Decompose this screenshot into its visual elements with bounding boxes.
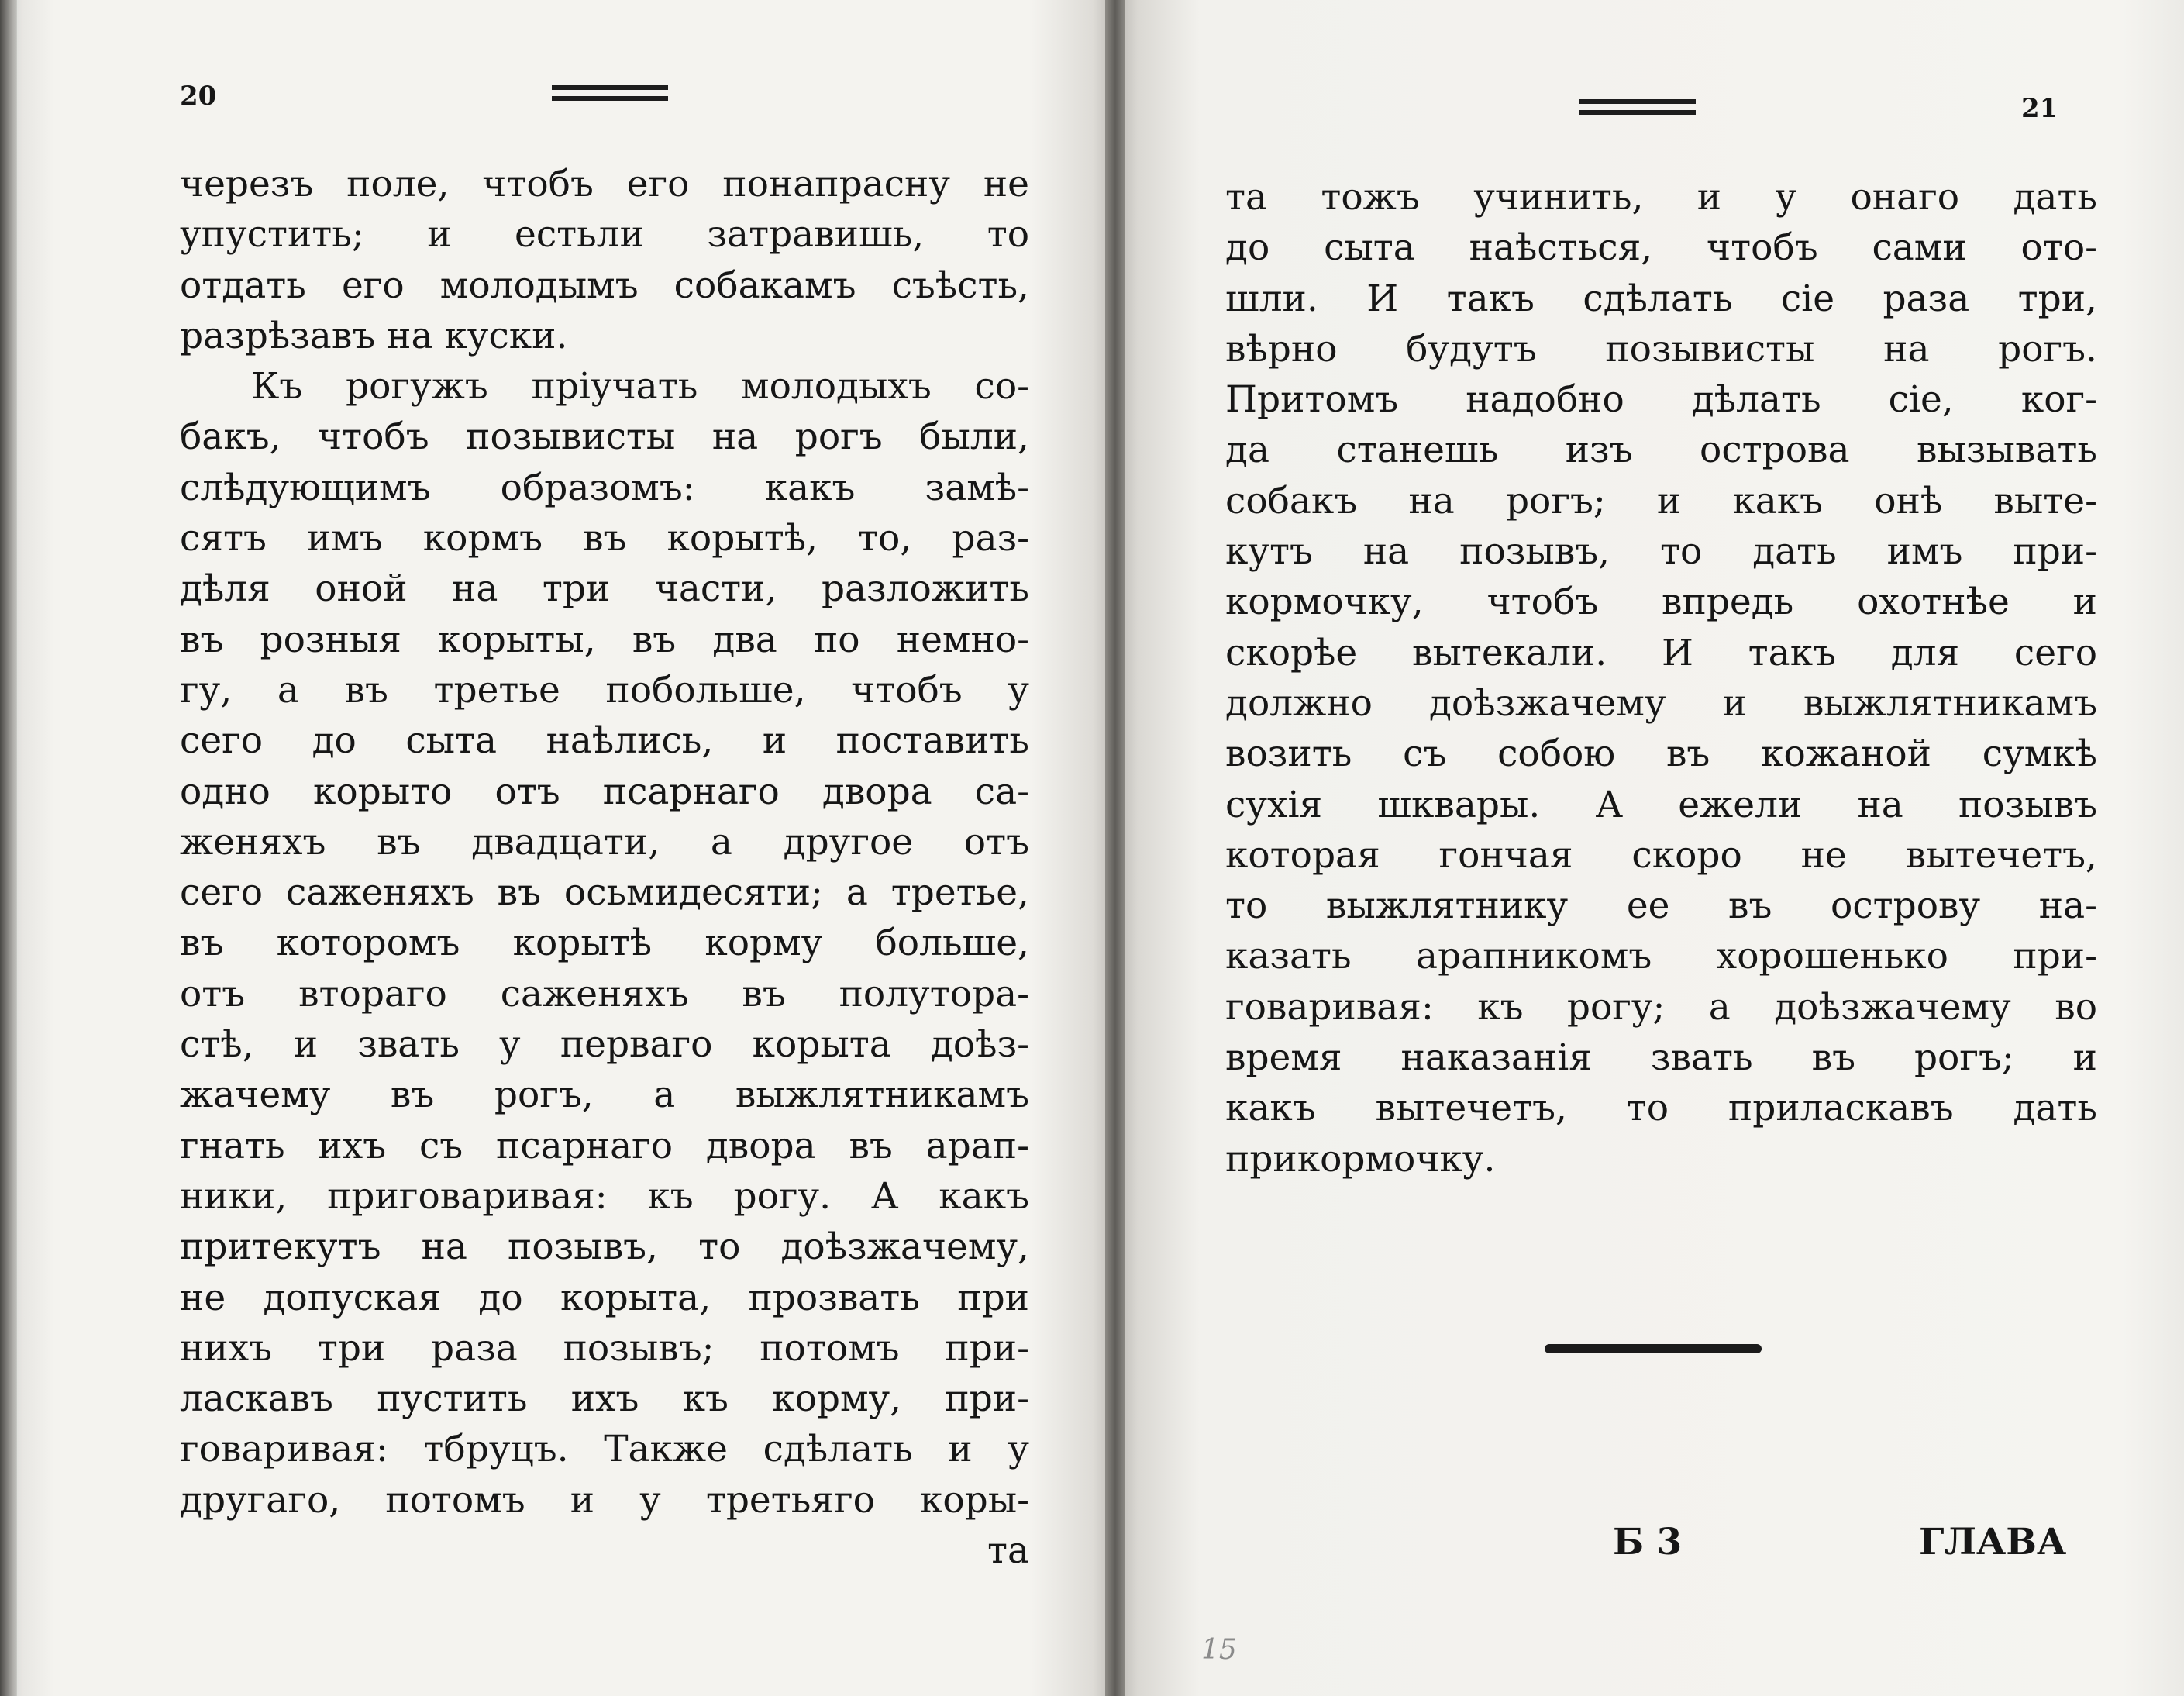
left-page-text [180, 159, 1029, 1576]
text-line: которая гончая скоро не вытечетъ, [1225, 833, 2097, 877]
text-line: отдать его молодымъ собакамъ съѣсть, [180, 264, 1029, 307]
text-line: кутъ на позывъ, то дать имъ при- [1225, 530, 2097, 574]
text-line: не допуская до корыта, прозвать при [180, 1276, 1029, 1319]
text-line: ники, приговаривая: къ рогу. А какъ [180, 1174, 1029, 1218]
text-line: слѣдующимъ образомъ: какъ замѣ- [180, 466, 1029, 509]
text-line: Къ рогужъ пріучать молодыхъ со- [251, 365, 1029, 408]
left-page-number: 20 [180, 81, 217, 112]
text-line: та тожъ учинить, и у онаго дать [1225, 176, 2097, 219]
text-line: одно корыто отъ псарнаго двора са- [180, 770, 1029, 813]
text-line: скорѣе вытекали. И такъ для сего [1225, 631, 2097, 674]
text-line: казать арапникомъ хорошенько при- [1225, 935, 2097, 978]
text-line: другаго, потомъ и у третьяго коры- [180, 1478, 1029, 1522]
text-line: вѣрно будутъ позывисты на рогъ. [1225, 327, 2097, 371]
text-line: ласкавъ пустить ихъ къ корму, при- [180, 1377, 1029, 1421]
text-line: черезъ поле, чтобъ его понапрасну не [180, 163, 1029, 205]
text-line: должно доѣзжачему и выжлятникамъ [1225, 681, 2097, 725]
text-line: та [987, 1529, 1029, 1573]
text-line: дѣля оной на три части, разложить [180, 567, 1029, 611]
text-line: да станешь изъ острова вызывать [1225, 429, 2097, 472]
catchword: ГЛАВА [1919, 1521, 2067, 1563]
left-header-rule [552, 85, 668, 90]
text-line: до сыта наѣсться, чтобъ сами ото- [1225, 226, 2097, 270]
right-header-rule [1579, 99, 1696, 104]
text-line: то выжлятнику ее въ острову на- [1225, 884, 2097, 928]
text-line: женяхъ въ двадцати, а другое отъ [180, 820, 1029, 864]
text-line: собакъ на рогъ; и какъ онѣ выте- [1225, 479, 2097, 522]
right-page-text [1225, 172, 2097, 1184]
text-line: возить съ собою въ кожаной сумкѣ [1225, 733, 2097, 776]
signature-mark: Б 3 [1613, 1521, 1683, 1563]
text-line: шли. И такъ сдѣлать сіе раза три, [1225, 277, 2097, 320]
text-line: сухія шквары. А ежели на позывъ [1225, 783, 2097, 826]
text-line: въ которомъ корытѣ корму больше, [180, 922, 1029, 965]
text-line: говаривая: тбруцъ. Также сдѣлать и у [180, 1428, 1029, 1471]
text-line: въ розныя корыты, въ два по немно- [180, 618, 1029, 661]
right-page-number: 21 [2021, 93, 2058, 124]
text-line: сего саженяхъ въ осьмидесяти; а третье, [180, 871, 1029, 915]
text-line: стѣ, и звать у перваго корыта доѣз- [180, 1023, 1029, 1067]
right-page [1114, 0, 2184, 1696]
text-line: гнать ихъ съ псарнаго двора въ арап- [180, 1124, 1029, 1167]
text-line: говаривая: къ рогу; а доѣзжачему во [1225, 985, 2097, 1029]
text-line: нихъ три раза позывъ; потомъ при- [180, 1326, 1029, 1370]
pencil-note: 15 [1201, 1634, 1237, 1666]
text-line: упустить; и естьли затравишь, то [180, 213, 1029, 257]
book-gutter [1105, 0, 1125, 1696]
text-line: отъ втораго саженяхъ въ полутора- [180, 972, 1029, 1015]
text-line: время наказанія звать въ рогъ; и [1225, 1036, 2097, 1080]
text-line: разрѣзавъ на куски. [180, 314, 568, 357]
text-line: какъ вытечетъ, то приласкавъ дать [1225, 1087, 2097, 1130]
text-line: гу, а въ третье побольше, чтобъ у [180, 668, 1029, 712]
text-line: жачему въ рогъ, а выжлятникамъ [180, 1074, 1029, 1117]
text-line: притекутъ на позывъ, то доѣзжачему, [180, 1225, 1029, 1269]
left-page-edge [0, 0, 17, 1696]
text-line: сего до сыта наѣлись, и поставить [180, 719, 1029, 763]
text-line: прикормочку. [1225, 1137, 1496, 1181]
text-line: сятъ имъ кормъ въ корытѣ, то, раз- [180, 517, 1029, 560]
text-line: бакъ, чтобъ позывисты на рогъ были, [180, 415, 1029, 459]
end-of-section-rule [1545, 1344, 1762, 1353]
text-line: Притомъ надобно дѣлать сіе, ког- [1225, 378, 2097, 422]
text-line: кормочку, чтобъ впредь охотнѣе и [1225, 581, 2097, 624]
